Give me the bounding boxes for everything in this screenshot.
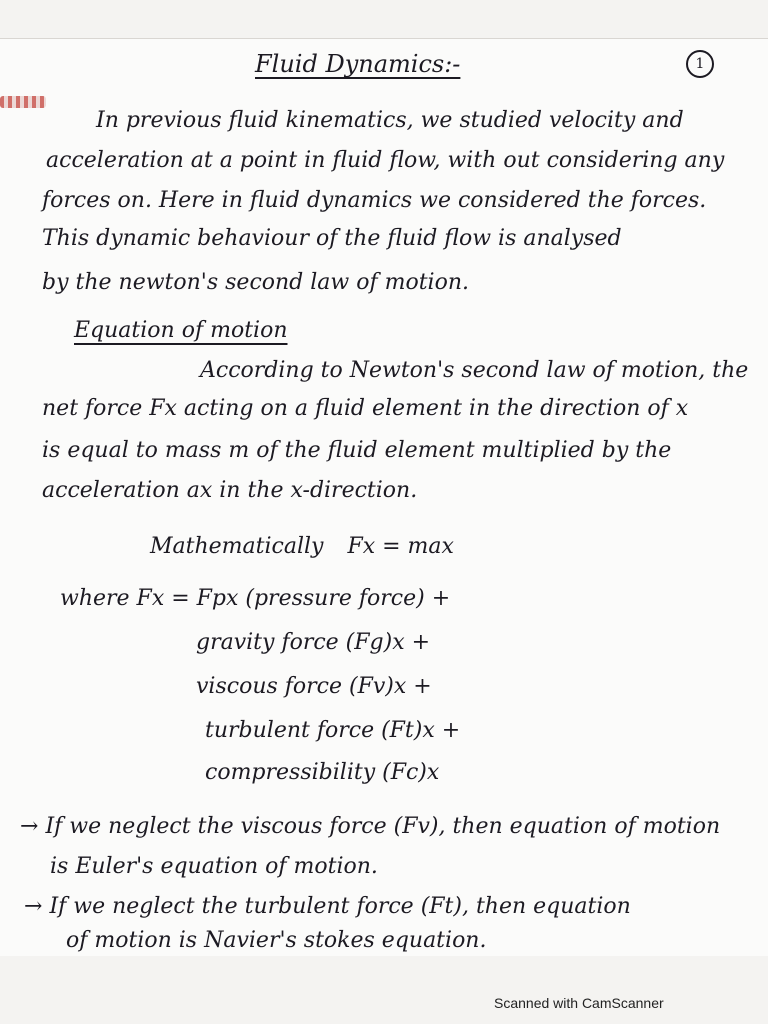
math-statement bbox=[150, 536, 454, 558]
scanner-footer: Scanned with CamScanner bbox=[494, 995, 664, 1011]
section-heading: Equation of motion bbox=[74, 318, 288, 343]
note-2 bbox=[24, 896, 631, 918]
intro-line-5: by the newton's second law of motion. bbox=[42, 270, 470, 295]
page-number: 1 bbox=[686, 50, 714, 78]
page-top-edge bbox=[0, 38, 768, 39]
intro-line-3: forces on. Here in fluid dynamics we considered the forces. bbox=[42, 188, 707, 213]
intro-line-2: acceleration at a point in fluid flow, with out considering any bbox=[46, 148, 725, 173]
note-2-continued: of motion is Navier's stokes equation. bbox=[66, 928, 487, 953]
note-1-continued: is Euler's equation of motion. bbox=[50, 854, 378, 879]
note-1-text: If we neglect the viscous force (Fv), then equation of motion bbox=[45, 814, 721, 839]
force-term-compressibility: compressibility (Fc)x bbox=[205, 760, 440, 785]
intro-line-1: In previous fluid kinematics, we studied velocity and bbox=[96, 108, 684, 133]
binding-edge bbox=[0, 96, 46, 108]
force-term-viscous: viscous force (Fv)x + bbox=[196, 674, 432, 699]
force-term-turbulent: turbulent force (Ft)x + bbox=[205, 718, 461, 743]
force-term-gravity: gravity force (Fg)x + bbox=[196, 630, 431, 655]
arrow-icon: → bbox=[24, 894, 43, 919]
where-line: where Fx = Fpx (pressure force) + bbox=[60, 586, 451, 611]
intro-line-4: This dynamic behaviour of the fluid flow is analysed bbox=[42, 226, 622, 251]
math-equation: Fx = max bbox=[347, 534, 454, 559]
arrow-icon: → bbox=[20, 814, 39, 839]
motion-line-2: net force Fx acting on a fluid element in the direction of x bbox=[42, 396, 689, 421]
motion-line-1: According to Newton's second law of motion, the bbox=[200, 358, 749, 383]
math-label: Mathematically bbox=[150, 534, 324, 559]
note-2-text: If we neglect the turbulent force (Ft), then equation bbox=[49, 894, 631, 919]
motion-line-3: is equal to mass m of the fluid element multiplied by the bbox=[42, 438, 672, 463]
page-title: Fluid Dynamics:- bbox=[255, 50, 461, 78]
motion-line-4: acceleration ax in the x-direction. bbox=[42, 478, 418, 503]
note-1 bbox=[20, 816, 720, 838]
